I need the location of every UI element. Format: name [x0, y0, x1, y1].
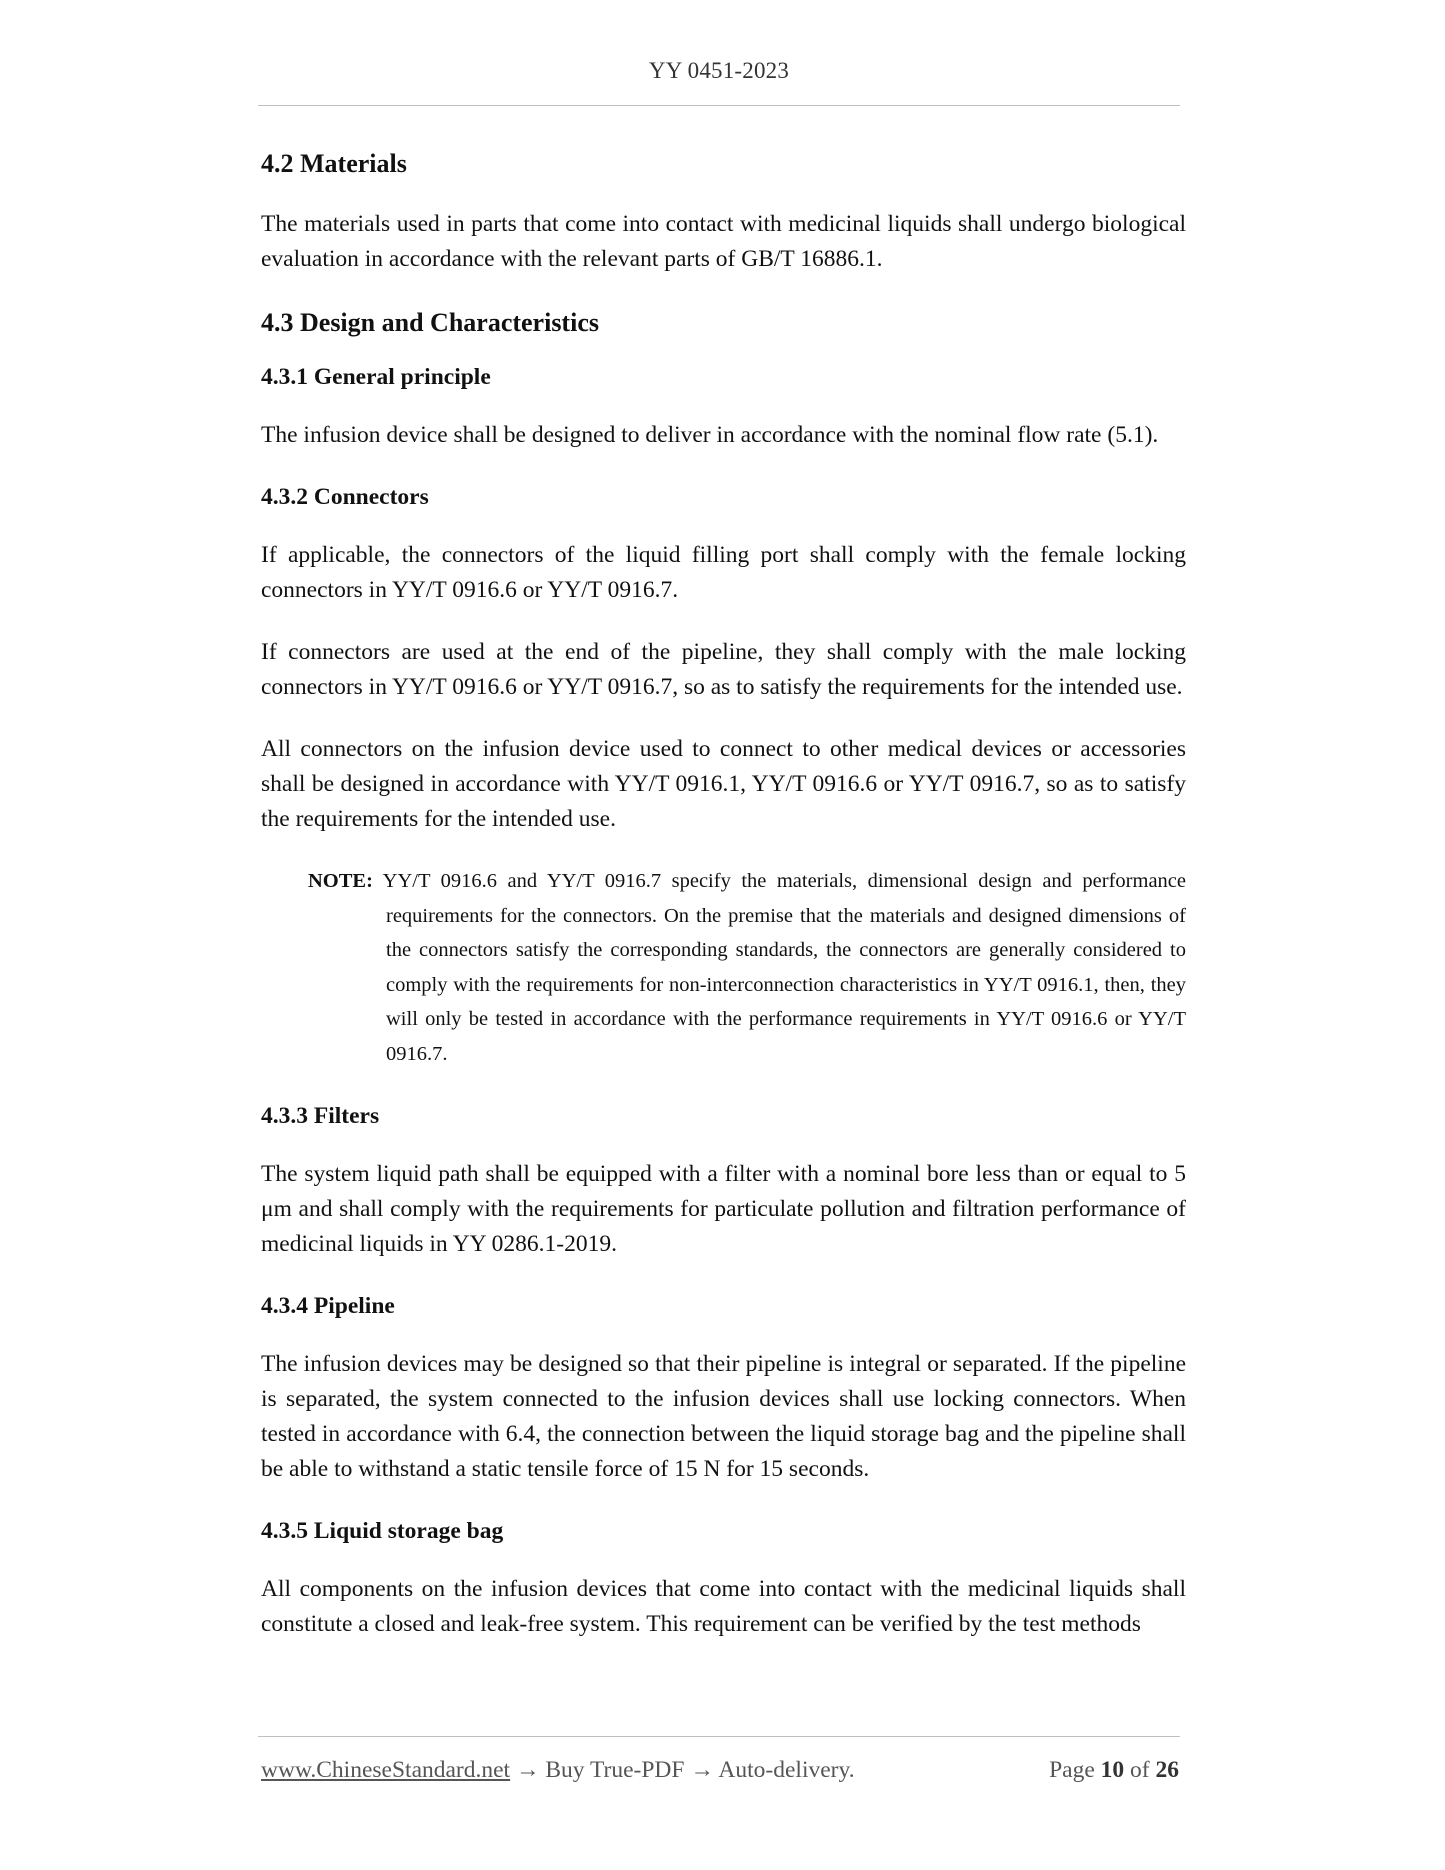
section-heading-4-2: 4.2 Materials	[261, 149, 407, 178]
website-link[interactable]: www.ChineseStandard.net	[261, 1757, 511, 1783]
section-heading-4-3-3: 4.3.3 Filters	[261, 1102, 380, 1129]
note-block	[308, 864, 1186, 1072]
arrow-right-icon: →	[690, 1757, 714, 1783]
paragraph-connectors-1: If applicable, the connectors of the liquid filling port shall comply with the female locking connectors in YY/T 0916.6 or YY/T 0916.7.	[261, 542, 1186, 603]
buy-pdf-text: Buy True-PDF	[545, 1757, 685, 1783]
page-label: Page	[1049, 1757, 1095, 1783]
footer-links	[261, 1757, 855, 1784]
section-heading-4-3: 4.3 Design and Characteristics	[261, 308, 599, 337]
document-id-header: YY 0451-2023	[648, 58, 790, 83]
note-text: YY/T 0916.6 and YY/T 0916.7 specify the materials, dimensional design and performance requirements for the connectors. On the premise that the materials and designed dimensions of the connectors satisfy the corresponding standards, the connectors are generally considered to comply with the requirements for non-interconnection characteristics in YY/T 0916.1, then, they will only be tested in accordance with the performance requirements in YY/T 0916.6 or YY/T 0916.7.	[382, 870, 1186, 1065]
of-label: of	[1130, 1757, 1150, 1783]
paragraph-liquid-storage-bag: All components on the infusion devices that come into contact with the medicinal liquids shall constitute a closed and leak-free system. This requirement can be verified by the test methods	[261, 1575, 1186, 1637]
note-label: NOTE:	[308, 870, 373, 892]
section-heading-4-3-5: 4.3.5 Liquid storage bag	[261, 1517, 504, 1544]
arrow-right-icon: →	[515, 1757, 540, 1783]
auto-delivery-text: Auto-delivery.	[718, 1757, 855, 1783]
total-pages-number: 26	[1155, 1757, 1179, 1783]
paragraph-pipeline: The infusion devices may be designed so that their pipeline is integral or separated. If the pipeline is separated, the system connected to the infusion devices shall use locking connectors. When tested in accordance with 6.4, the connection between the liquid storage bag and the pipeline shall be able to withstand a static tensile force of 15 N for 15 seconds.	[261, 1350, 1186, 1482]
section-heading-4-3-4: 4.3.4 Pipeline	[261, 1292, 395, 1319]
section-heading-4-3-1: 4.3.1 General principle	[261, 364, 491, 390]
paragraph-connectors-3: All connectors on the infusion device used to connect to other medical devices or accessories shall be designed in accordance with YY/T 0916.1, YY/T 0916.6 or YY/T 0916.7, so as to satisfy the requirements for the intended use.	[261, 736, 1186, 832]
paragraph-general-principle: The infusion device shall be designed to deliver in accordance with the nominal flow rate (5.1).	[261, 422, 1159, 448]
paragraph-materials: The materials used in parts that come into contact with medicinal liquids shall undergo biological evaluation in accordance with the relevant parts of GB/T 16886.1.	[261, 211, 1186, 272]
header-divider	[258, 105, 1180, 106]
paragraph-connectors-2: If connectors are used at the end of the pipeline, they shall comply with the male locking connectors in YY/T 0916.6 or YY/T 0916.7, so as to satisfy the requirements for the intended use.	[261, 639, 1186, 700]
page-indicator	[1049, 1757, 1179, 1784]
paragraph-filters: The system liquid path shall be equipped with a filter with a nominal bore less than or equal to 5 μm and shall comply with the requirements for particulate pollution and filtration performance of medicinal liquids in YY 0286.1-2019.	[261, 1160, 1186, 1257]
current-page-number: 10	[1100, 1757, 1125, 1783]
section-heading-4-3-2: 4.3.2 Connectors	[261, 484, 429, 510]
page-content	[261, 145, 1186, 1642]
footer-divider	[258, 1736, 1180, 1737]
